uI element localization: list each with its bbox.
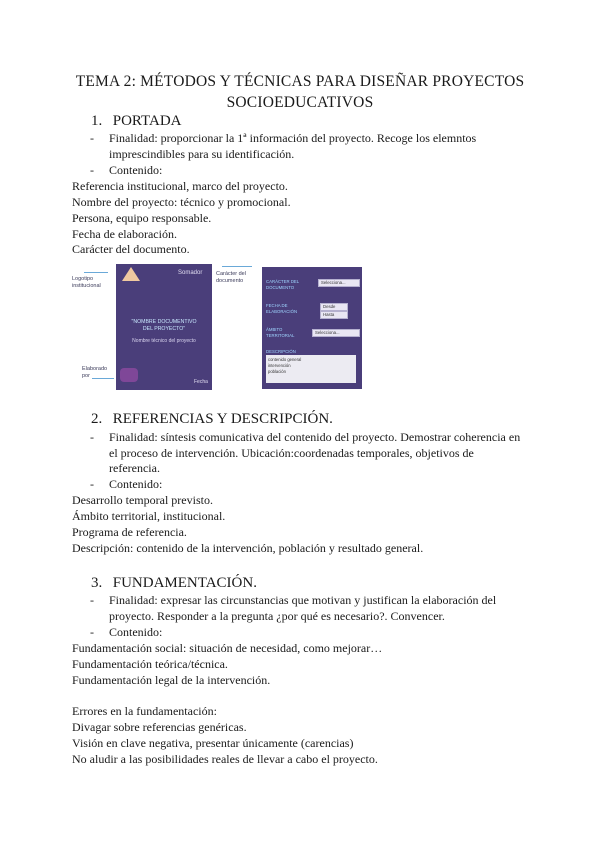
- bullet-line: referencia.: [109, 461, 160, 475]
- list-item: Ámbito territorial, institucional.: [72, 509, 226, 523]
- list-item: Fundamentación legal de la intervención.: [72, 673, 271, 687]
- form-date: Hasta: [320, 311, 348, 319]
- title-line-2: SOCIOEDUCATIVOS: [226, 94, 374, 111]
- bullet-line: Contenido:: [109, 477, 163, 491]
- section-title: REFERENCIAS Y DESCRIPCIÓN.: [112, 411, 333, 427]
- dash-bullet: -: [90, 131, 94, 145]
- list-item: No aludir a las posibilidades reales de llevar a cabo el proyecto.: [72, 752, 378, 766]
- dash-bullet: -: [90, 163, 94, 177]
- arrow-line: [92, 378, 114, 379]
- cover-title: "NOMBRE DOCUMENTIVO DEL PROYECTO": [131, 319, 197, 332]
- errors-title: Errores en la fundamentación:: [72, 704, 217, 718]
- bullet-finalidad: [90, 131, 476, 162]
- author-logo-icon: [120, 368, 138, 382]
- section-number: 1.: [91, 113, 103, 129]
- arrow-line: [222, 266, 252, 267]
- arrow-line: [84, 272, 108, 273]
- bullet-finalidad: [90, 593, 496, 624]
- section-3-heading: [91, 574, 257, 592]
- textarea-line: contenido general: [268, 357, 302, 362]
- form-date: Desde: [320, 303, 348, 311]
- bullet-contenido: [90, 625, 162, 641]
- form-select: Selecciona...: [318, 279, 360, 287]
- list-item: Fecha de elaboración.: [72, 227, 177, 241]
- list-item: Descripción: contenido de la intervención, población y resultado general.: [72, 541, 424, 555]
- list-item: Referencia institucional, marco del proyecto.: [72, 179, 288, 193]
- annotation-caracter: Carácter del documento: [216, 271, 246, 284]
- list-item: Persona, equipo responsable.: [72, 211, 212, 225]
- list-item: Fundamentación teórica/técnica.: [72, 657, 228, 671]
- bullet-finalidad: [90, 430, 520, 477]
- form-select: Selecciona...: [312, 329, 360, 337]
- dash-bullet: -: [90, 477, 94, 491]
- list-item: Desarrollo temporal previsto.: [72, 493, 213, 507]
- section-title: PORTADA: [112, 113, 182, 129]
- bullet-line: Finalidad: expresar las circunstancias que motivan y justifican la elaboración del: [109, 593, 497, 607]
- annotation-elaborado: Elaborado por: [82, 366, 108, 379]
- form-label: DESCRIPCIÓN: [266, 349, 296, 354]
- list-item: Fundamentación social: situación de necesidad, como mejorar…: [72, 641, 383, 655]
- bullet-line: Contenido:: [109, 163, 163, 177]
- cover-subtitle: Nombre técnico del proyecto: [132, 338, 196, 344]
- cover-footer: Fecha: [194, 379, 208, 385]
- section-1-heading: [91, 112, 182, 130]
- bullet-contenido: [90, 477, 162, 493]
- title-line-1: TEMA 2: MÉTODOS Y TÉCNICAS PARA DISEÑAR PROYECTOS: [75, 73, 525, 90]
- dash-bullet: -: [90, 593, 94, 607]
- section-number: 2.: [91, 411, 103, 427]
- cover-mockup: [116, 264, 212, 390]
- form-label: ÁMBITO TERRITORIAL: [266, 327, 295, 338]
- list-item: Nombre del proyecto: técnico y promocional.: [72, 195, 291, 209]
- form-label: FECHA DE ELABORACIÓN: [266, 303, 298, 314]
- bullet-contenido: [90, 163, 162, 179]
- bullet-line: imprescindibles para su identificación.: [109, 146, 295, 161]
- dash-bullet: -: [90, 430, 94, 444]
- list-item: Programa de referencia.: [72, 525, 187, 539]
- annotation-logo: Logotipo institucional: [72, 276, 101, 289]
- bullet-line: Finalidad: proporcionar la 1ª información del proyecto. Recoge los elemntos: [109, 131, 477, 145]
- textarea-line: población: [268, 368, 286, 374]
- bullet-line: Finalidad: síntesis comunicativa del contenido del proyecto. Demostrar coherencia en: [109, 430, 521, 444]
- form-label: CARÁCTER DEL DOCUMENTO: [266, 279, 300, 290]
- form-mockup: [262, 267, 362, 389]
- dash-bullet: -: [90, 625, 94, 639]
- cover-brand: Somador: [178, 270, 203, 276]
- bullet-line: Contenido:: [109, 625, 163, 639]
- form-textarea: [266, 355, 356, 383]
- bullet-line: proyecto. Responder a la pregunta ¿por qué es necesario?. Convencer.: [109, 608, 445, 623]
- section-2-heading: [91, 410, 333, 428]
- textarea-line: intervención: [268, 362, 291, 368]
- list-item: Visión en clave negativa, presentar únicamente (carencias): [72, 736, 354, 750]
- section-title: FUNDAMENTACIÓN.: [112, 575, 257, 591]
- list-item: Divagar sobre referencias genéricas.: [72, 720, 247, 734]
- page-title: [60, 71, 540, 113]
- list-item: Carácter del documento.: [72, 242, 190, 256]
- section-number: 3.: [91, 575, 103, 591]
- logo-pyramid-icon: [122, 267, 140, 281]
- bullet-line: el proceso de intervención. Ubicación:coordenadas temporales, objetivos de: [109, 445, 474, 460]
